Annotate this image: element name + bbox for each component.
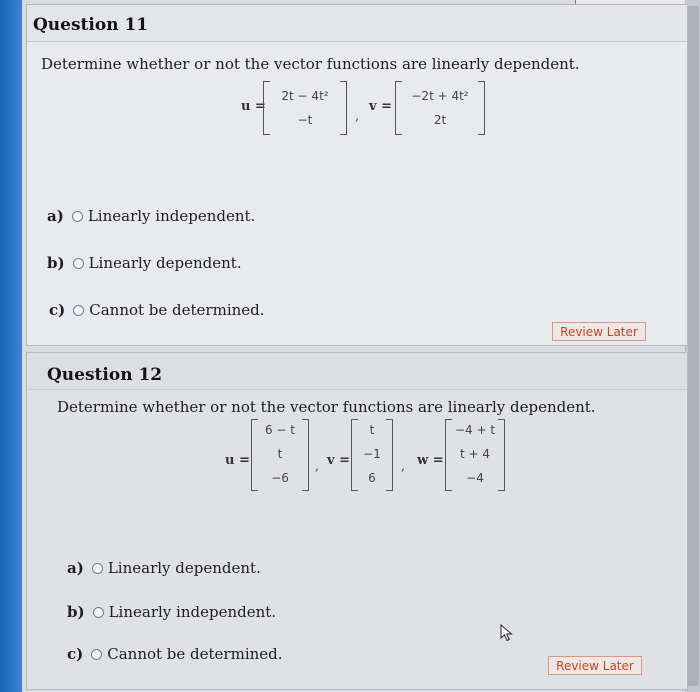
matrix-entry: t + 4 — [459, 447, 491, 461]
radio-button[interactable] — [73, 258, 84, 269]
vector-u-label: u = — [225, 453, 250, 468]
radio-button[interactable] — [73, 305, 84, 316]
scrollbar-thumb[interactable] — [688, 6, 699, 686]
option-letter: c) — [49, 301, 66, 319]
matrix-entry: −4 + t — [454, 423, 496, 437]
question-title: Question 12 — [47, 365, 163, 385]
option-letter: a) — [67, 559, 84, 577]
option-letter: b) — [67, 603, 85, 621]
vector-u-matrix — [263, 81, 347, 135]
option-label[interactable]: Linearly independent. — [87, 207, 256, 225]
option-letter: a) — [47, 207, 64, 225]
option-label[interactable]: Linearly dependent. — [88, 254, 242, 272]
separator: , — [315, 459, 320, 474]
matrix-entry: t — [369, 423, 375, 437]
radio-button[interactable] — [72, 211, 83, 222]
vector-v-matrix — [395, 81, 485, 135]
matrix-entry: 2t — [433, 113, 447, 127]
question-title: Question 11 — [33, 15, 149, 35]
option-label[interactable]: Linearly independent. — [108, 603, 277, 621]
vector-u-label: u = — [241, 99, 266, 114]
review-later-button[interactable]: Review Later — [548, 656, 642, 675]
option-label[interactable]: Cannot be determined. — [107, 645, 283, 663]
matrix-entry: −t — [297, 113, 313, 127]
question-prompt: Determine whether or not the vector functions are linearly dependent. — [57, 398, 596, 416]
vector-v-label: v = — [369, 99, 392, 114]
option-c[interactable] — [67, 645, 283, 663]
review-later-button[interactable]: Review Later — [552, 322, 646, 341]
vector-w-matrix — [445, 419, 505, 491]
matrix-entry: 2t − 4t² — [281, 89, 329, 103]
matrix-entry: 6 — [368, 471, 376, 485]
separator: , — [401, 459, 406, 474]
option-letter: c) — [67, 645, 84, 663]
option-letter: b) — [47, 254, 65, 272]
radio-button[interactable] — [92, 563, 103, 574]
question-12-panel — [26, 352, 688, 690]
radio-button[interactable] — [91, 649, 102, 660]
option-label[interactable]: Linearly dependent. — [107, 559, 261, 577]
vector-v-label: v = — [327, 453, 350, 468]
option-b[interactable] — [47, 254, 242, 272]
option-a[interactable] — [67, 559, 261, 577]
matrix-entry: −6 — [271, 471, 289, 485]
vector-u-matrix — [251, 419, 309, 491]
matrix-entry: −4 — [466, 471, 484, 485]
separator: , — [355, 109, 360, 124]
question-header — [27, 5, 687, 42]
matrix-entry: t — [277, 447, 283, 461]
matrix-entry: −1 — [363, 447, 381, 461]
left-accent-strip — [0, 0, 22, 692]
mouse-pointer-icon — [500, 624, 516, 642]
option-label[interactable]: Cannot be determined. — [89, 301, 265, 319]
question-prompt: Determine whether or not the vector functions are linearly dependent. — [41, 55, 580, 73]
option-a[interactable] — [47, 207, 255, 225]
option-b[interactable] — [67, 603, 276, 621]
matrix-entry: −2t + 4t² — [411, 89, 469, 103]
question-header — [27, 353, 687, 390]
radio-button[interactable] — [93, 607, 104, 618]
option-c[interactable] — [49, 301, 265, 319]
vector-v-matrix — [351, 419, 393, 491]
vector-w-label: w = — [417, 453, 444, 468]
matrix-entry: 6 − t — [264, 423, 296, 437]
question-11-panel — [26, 4, 688, 346]
